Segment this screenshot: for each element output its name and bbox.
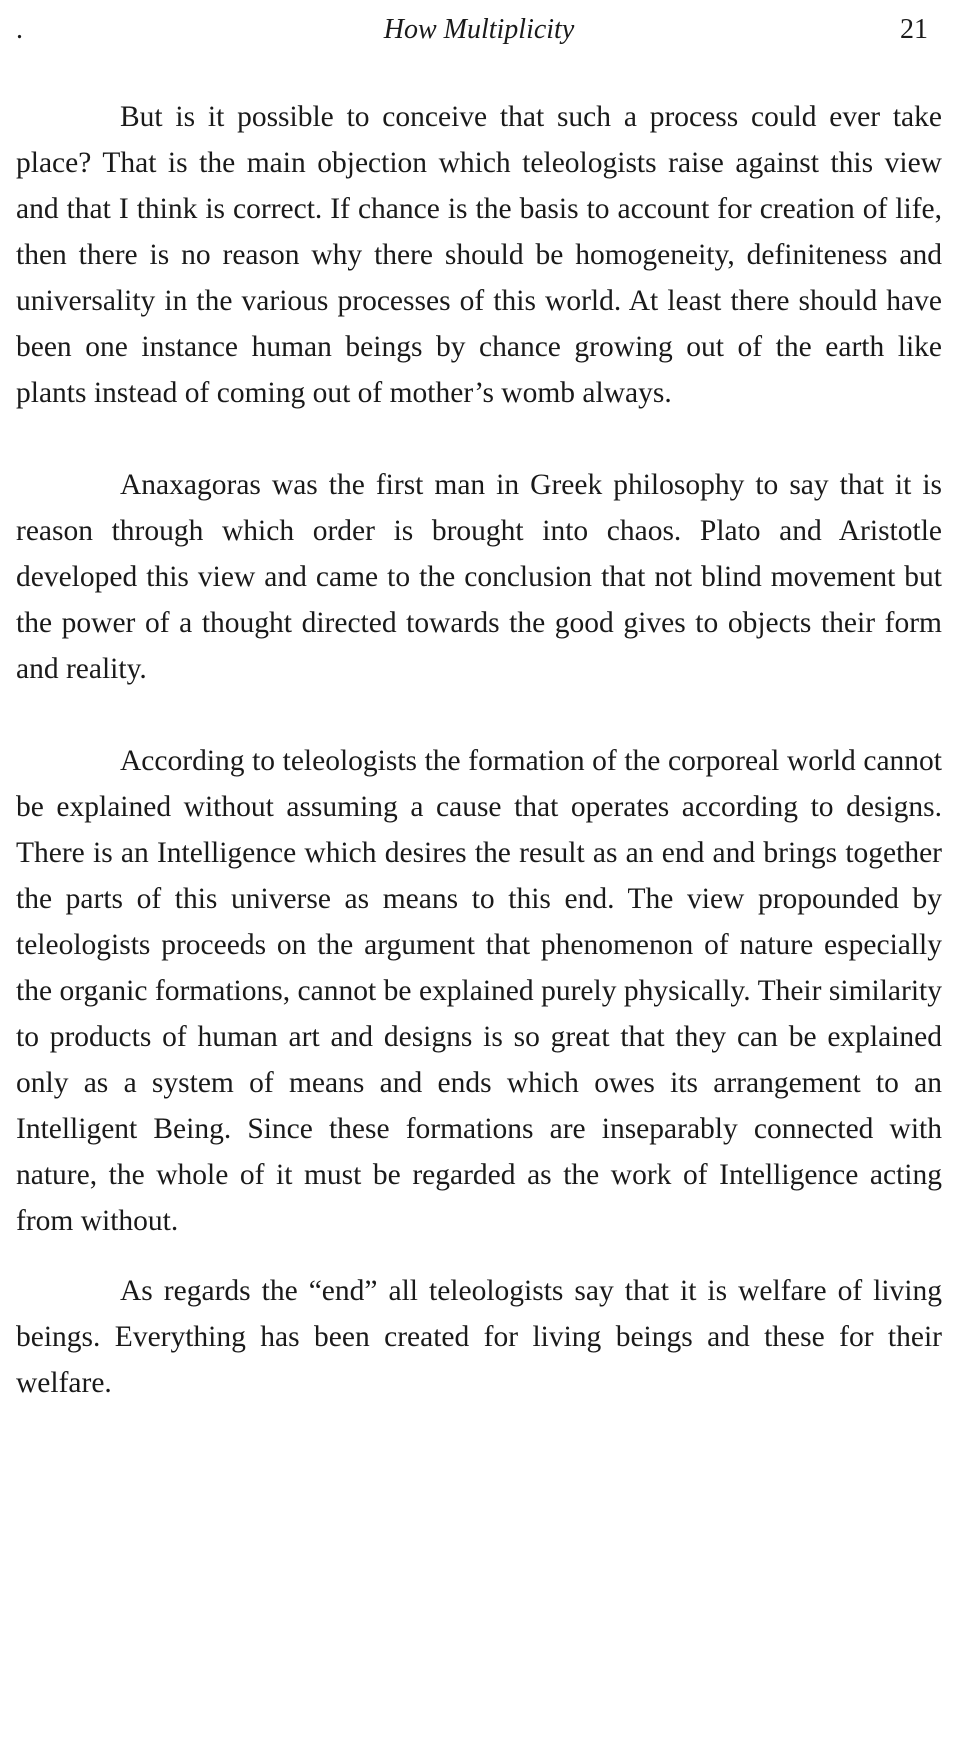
paragraph-4: As regards the “end” all teleologists say that it is welfare of living beings. Everything has been created for living beings and these for their welfare. bbox=[16, 1275, 942, 1399]
page-number: 21 bbox=[900, 14, 928, 45]
paragraph-3: According to teleologists the formation of the corporeal world cannot be explained without assuming a cause that operates according to designs. There is an Intelligence which desires the result as an end and brings together the parts of this universe as means to this end. The view propounded by teleologists proceeds on the argument that phenomenon of nature especially the organic formations, cannot be explained purely physically. Their similarity to products of human art and designs is so great that they can be explained only as a system of means and ends which owes its arrangement to an Intelligent Being. Since these formations are inseparably connected with nature, the whole of it must be regarded as the work of Intelligence acting from without. bbox=[16, 745, 942, 1237]
header-marker: . bbox=[16, 14, 23, 45]
paragraph-1: But is it possible to conceive that such a process could ever take place? That is the main objection which teleologists raise against this view and that I think is correct. If chance is the basis to account for creation of life, then there is no reason why there should be homogeneity, definiteness and universality in the various processes of this world. At least there should have been one instance human beings by chance growing out of the earth like plants instead of coming out of mother’s womb always. bbox=[16, 101, 942, 409]
paragraph-2: Anaxagoras was the first man in Greek philosophy to say that it is reason through which order is brought into chaos. Plato and Aristotle developed this view and came to the conclusion that not blind movement but the power of a thought directed towards the good gives to objects their form and reality. bbox=[16, 469, 942, 685]
running-title: How Multiplicity bbox=[383, 14, 575, 45]
body-text bbox=[16, 94, 942, 1406]
running-header bbox=[16, 10, 942, 58]
